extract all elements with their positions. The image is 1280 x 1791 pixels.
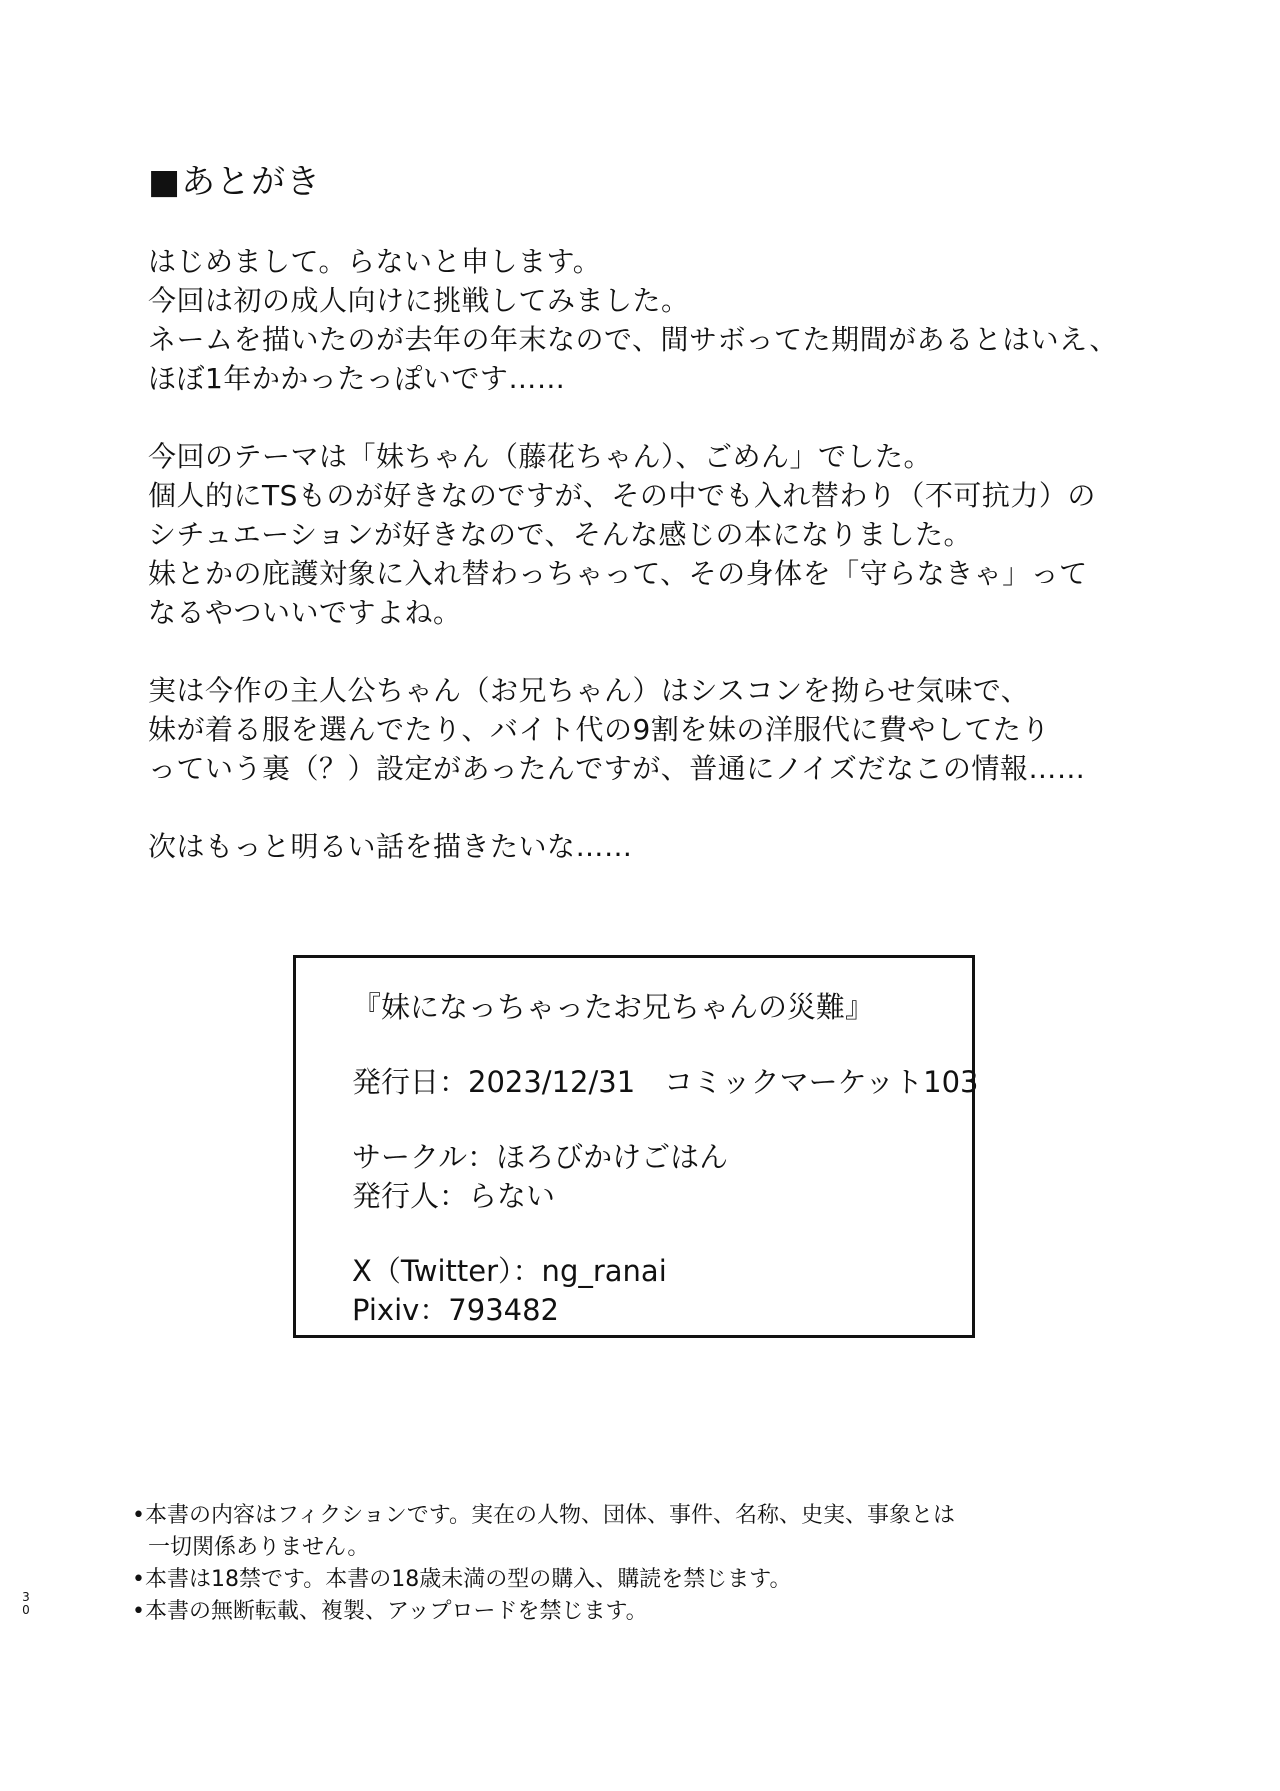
text-line: 実は今作の主人公ちゃん（お兄ちゃん）はシスコンを拗らせ気味で、: [148, 674, 1030, 707]
colophon-date: 発行日：2023/12/31 コミックマーケット103: [352, 1065, 979, 1099]
text-line: シチュエーションが好きなので、そんな感じの本になりました。: [148, 518, 972, 551]
page-number-digit: 0: [22, 1603, 30, 1617]
note-fiction: •本書の内容はフィクションです。実在の人物、団体、事件、名称、史実、事象とは: [132, 1503, 956, 1528]
text-line: 今回のテーマは「妹ちゃん（藤花ちゃん）、ごめん」でした。: [148, 440, 933, 473]
text-line: っていう裏（？）設定があったんですが、普通にノイズだなこの情報……: [148, 752, 1086, 785]
text-line: 今回は初の成人向けに挑戦してみました。: [148, 284, 690, 317]
afterword-heading: ■あとがき: [148, 162, 322, 202]
note-fiction-cont: 一切関係ありません。: [148, 1535, 370, 1560]
text-line: 妹とかの庇護対象に入れ替わっちゃって、その身体を「守らなきゃ」って: [148, 557, 1088, 590]
colophon-twitter: X（Twitter）：ng_ranai: [352, 1254, 667, 1288]
text-line: ネームを描いたのが去年の年末なので、間サボってた期間があるとはいえ、: [148, 323, 1118, 356]
colophon-title: 『妹になっちゃったお兄ちゃんの災難』: [352, 990, 875, 1024]
note-no-reproduction: •本書の無断転載、複製、アップロードを禁じます。: [132, 1599, 648, 1624]
text-line: はじめまして。らないと申します。: [148, 245, 602, 278]
note-age-restriction: •本書は18禁です。本書の18歳未満の型の購入、購読を禁じます。: [132, 1567, 792, 1592]
text-line: ほぼ1年かかったっぽいです……: [148, 362, 566, 395]
paragraph-trivia: [148, 671, 1148, 788]
colophon-circle: サークル：ほろびかけごはん: [352, 1140, 729, 1174]
text-line: 次はもっと明るい話を描きたいな……: [148, 830, 633, 863]
paragraph-closing: [148, 827, 1148, 866]
paragraph-theme: [148, 437, 1148, 632]
colophon-publisher: 発行人：らない: [352, 1179, 556, 1213]
text-line: なるやついいですよね。: [148, 596, 462, 629]
page-number-digit: 3: [22, 1590, 30, 1604]
text-line: 個人的にTSものが好きなのですが、その中でも入れ替わり（不可抗力）の: [148, 479, 1096, 512]
afterword-body: [148, 242, 1148, 905]
colophon-pixiv: Pixiv：793482: [352, 1293, 559, 1327]
colophon-box: [293, 955, 979, 1338]
text-line: 妹が着る服を選んでたり、バイト代の9割を妹の洋服代に費やしてたり: [148, 713, 1050, 746]
legal-notes: [132, 1500, 955, 1628]
page-number: [20, 1591, 32, 1617]
paragraph-intro: [148, 242, 1148, 398]
